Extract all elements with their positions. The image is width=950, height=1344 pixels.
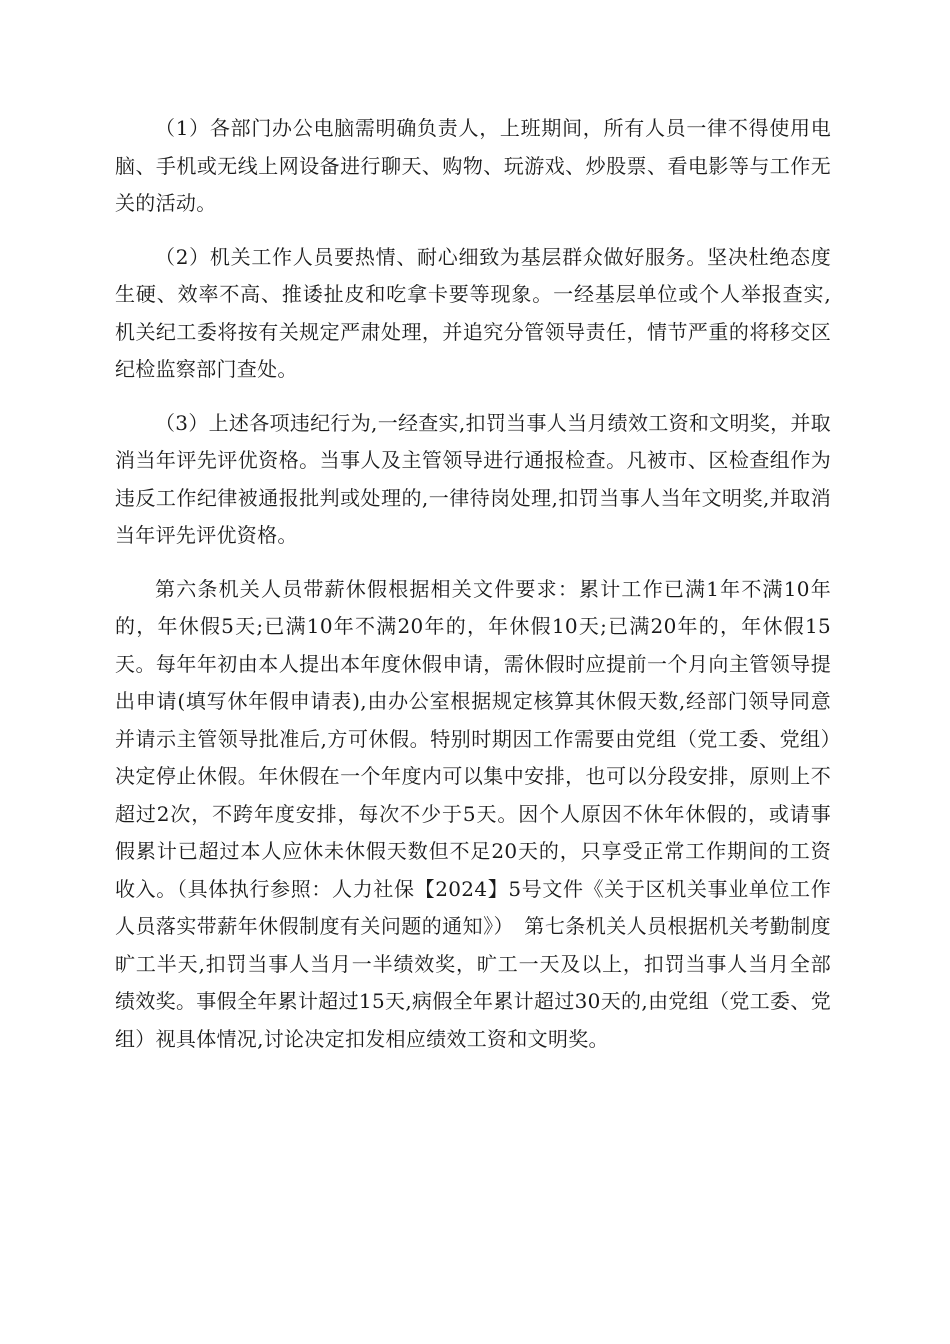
paragraph-item-3: （3）上述各项违纪行为,一经查实,扣罚当事人当月绩效工资和文明奖，并取消当年评先评优资格。当事人及主管领导进行通报检查。凡被市、区检查组作为违反工作纪律被通报批判或处理的,一律待岗处理,扣罚当事人当年文明奖,并取消当年评先评优资格。 bbox=[115, 410, 831, 547]
paragraph-item-2: （2）机关工作人员要热情、耐心细致为基层群众做好服务。坚决杜绝态度生硬、效率不高、推诿扯皮和吃拿卡要等现象。一经基层单位或个人举报查实,机关纪工委将按有关规定严肃处理，并追究分管领导责任，情节严重的将移交区纪检监察部门查处。 bbox=[115, 244, 831, 381]
paragraph-item-1: （1）各部门办公电脑需明确负责人，上班期间，所有人员一律不得使用电脑、手机或无线上网设备进行聊天、购物、玩游戏、炒股票、看电影等与工作无关的活动。 bbox=[115, 116, 831, 215]
document-page bbox=[115, 110, 831, 1074]
paragraph-article-6-7: 第六条机关人员带薪休假根据相关文件要求：累计工作已满1年不满10年的，年休假5天;已满10年不满20年的，年休假10天;已满20年的，年休假15天。每年年初由本人提出本年度休假申请，需休假时应提前一个月向主管领导提出申请(填写休年假申请表),由办公室根据规定核算其休假天数,经部门领导同意并请示主管领导批准后,方可休假。特别时期因工作需要由党组（党工委、党组）决定停止休假。年休假在一个年度内可以集中安排，也可以分段安排，原则上不超过2次，不跨年度安排，每次不少于5天。因个人原因不休年休假的，或请事假累计已超过本人应休未休假天数但不足20天的，只享受正常工作期间的工资收入。（具体执行参照：人力社保【2024】5号文件《关于区机关事业单位工作人员落实带薪年休假制度有关问题的通知》） 第七条机关人员根据机关考勤制度旷工半天,扣罚当事人当月一半绩效奖，旷工一天及以上，扣罚当事人当月全部绩效奖。事假全年累计超过15天,病假全年累计超过30天的,由党组（党工委、党组）视具体情况,讨论决定扣发相应绩效工资和文明奖。 bbox=[115, 576, 831, 1051]
